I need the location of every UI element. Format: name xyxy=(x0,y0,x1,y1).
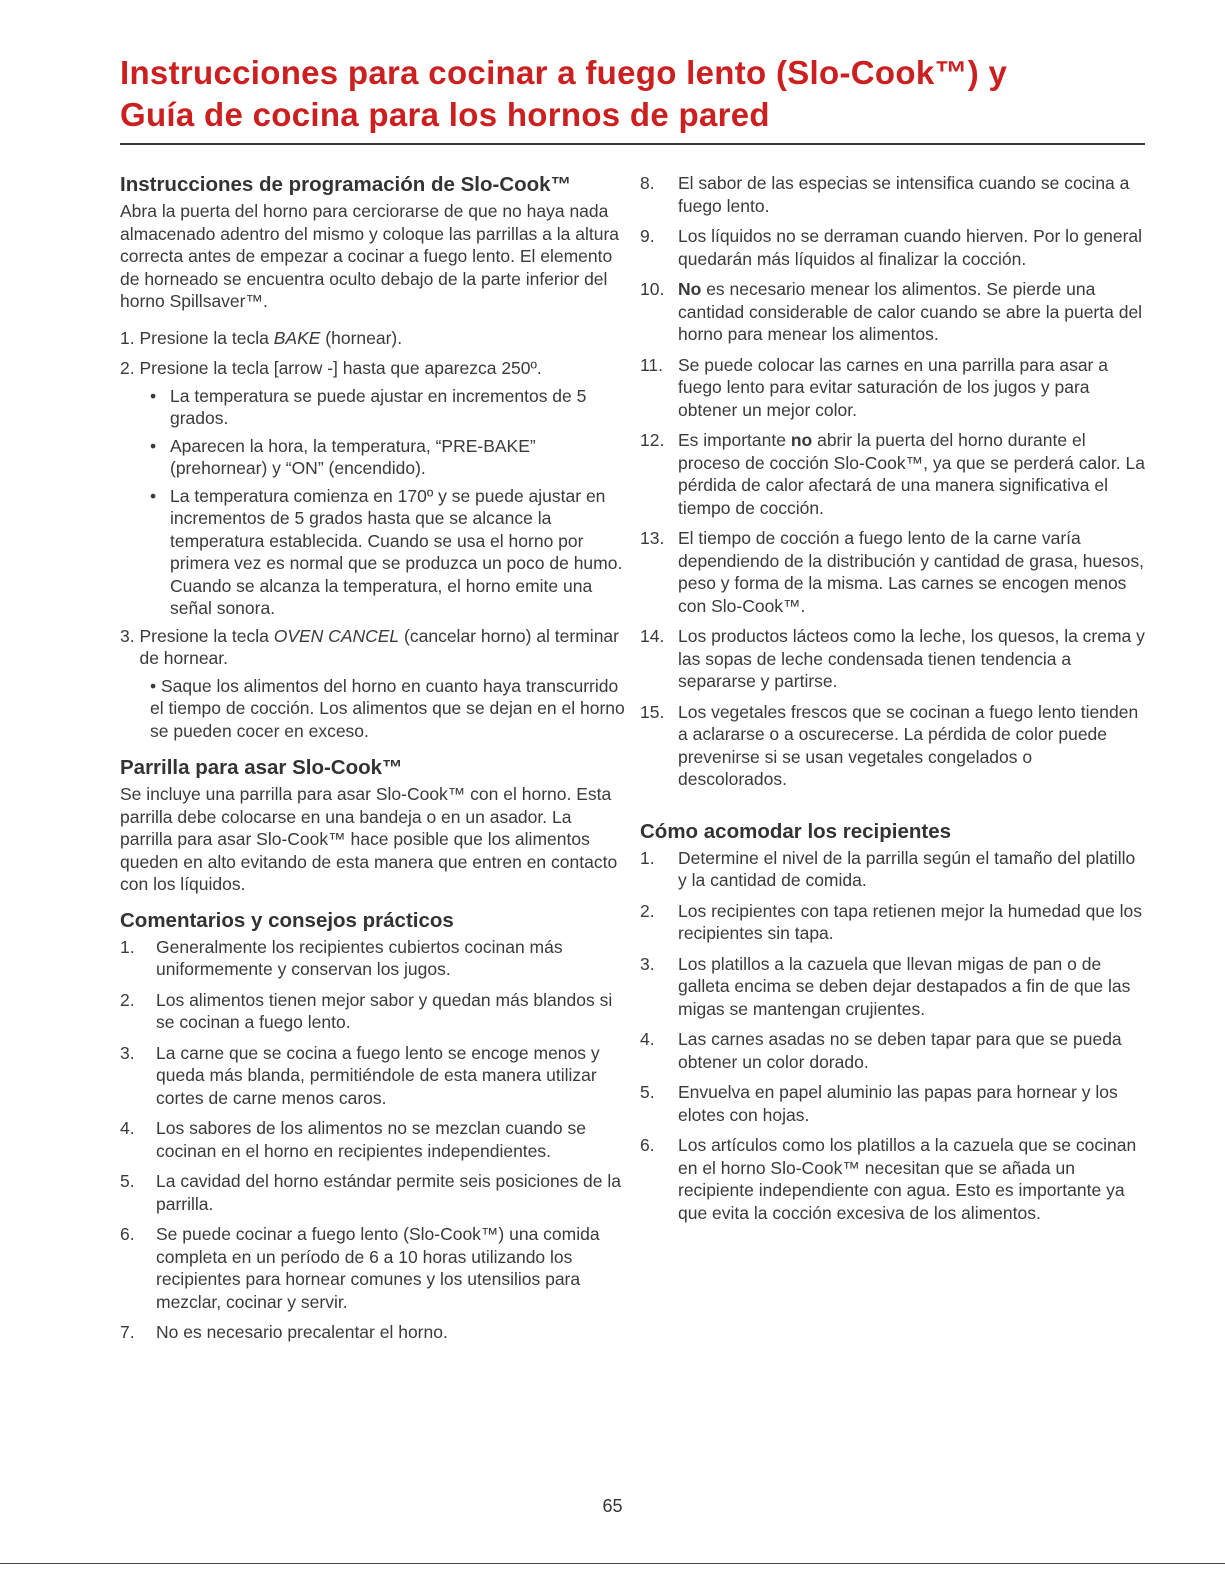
item-number: 2. xyxy=(120,989,135,1010)
step-text: (cancelar horno) al terminar de hornear. xyxy=(139,625,619,668)
item-number: 5. xyxy=(640,1082,655,1102)
bullet-text: Aparecen la hora, la temperatura, “PRE-BAKE” (prehornear) y “ON” (encendido). xyxy=(170,435,536,478)
step-text: Presione la tecla xyxy=(139,327,274,348)
section-heading-programming: Instrucciones de programación de Slo-Cook™ xyxy=(120,173,572,196)
item-text: Envuelva en papel aluminio las papas para hornear y los elotes con hojas. xyxy=(678,1082,1118,1125)
item-number: 7. xyxy=(120,1322,135,1342)
list-item xyxy=(640,527,1145,617)
item-number: 14. xyxy=(640,626,665,646)
item-text: El sabor de las especias se intensifica cuando se cocina a fuego lento. xyxy=(678,173,1130,216)
item-number: 1. xyxy=(640,847,655,868)
step-number: 3. xyxy=(120,625,140,646)
item-number: 1. xyxy=(120,936,135,957)
list-item xyxy=(120,936,625,981)
list-item xyxy=(120,1042,625,1110)
bullet-text: La temperatura comienza en 170º y se puede ajustar en incrementos de 5 grados hasta que se alcance la temperatura establecida. Cuando se usa el horno por primera vez es normal que se produzca un poco de humo. Cuando se alcanza la temperatura, el horno emite una señal sonora. xyxy=(170,485,623,618)
list-item xyxy=(640,429,1145,519)
step-text: (hornear). xyxy=(320,327,403,348)
page-number: 65 xyxy=(602,1496,623,1516)
bullet-text: La temperatura se puede ajustar en incrementos de 5 grados. xyxy=(170,385,587,428)
item-text: El tiempo de cocción a fuego lento de la carne varía dependiendo de la distribución y cantidad de grasa, huesos, peso y forma de la misma. Las carnes se encogen menos con Slo-Cook™. xyxy=(678,528,1145,616)
item-number: 8. xyxy=(640,173,655,193)
programming-intro: Abra la puerta del horno para cerciorarse de que no haya nada almacenado adentro del mismo y coloque las parrillas a la altura correcta antes de empezar a cocinar a fuego lento. El elemento de horneado se encuentra oculto debajo de la parte inferior del horno Spillsaver™. xyxy=(120,201,620,311)
item-text: Los vegetales frescos que se cocinan a fuego lento tienden a aclararse o a oscurecerse. La pérdida de color puede prevenirse si se usan vegetales congelados o descolorados. xyxy=(678,701,1139,789)
tips-list xyxy=(120,936,625,1344)
item-text: La cavidad del horno estándar permite seis posiciones de la parrilla. xyxy=(156,1171,622,1214)
programming-step-1 xyxy=(120,327,625,350)
item-text: Los recipientes con tapa retienen mejor la humedad que los recipientes sin tapa. xyxy=(678,900,1143,943)
key-name-bake: BAKE xyxy=(273,327,321,348)
step-text: Presione la tecla xyxy=(139,625,274,646)
page-title-line-2: Guía de cocina para los hornos de pared xyxy=(120,96,770,133)
item-number: 3. xyxy=(640,953,655,974)
programming-step-3 xyxy=(120,625,625,670)
containers-list xyxy=(640,847,1145,1225)
bottom-divider xyxy=(0,1563,1225,1564)
rack-text: Se incluye una parrilla para asar Slo-Cook™ con el horno. Esta parrilla debe colocarse en una bandeja o en un asador. La parrilla para asar Slo-Cook™ hace posible que los alimentos queden en alto evitando de esta manera que entren en contacto con los líquidos. xyxy=(120,784,618,894)
item-number: 4. xyxy=(640,1029,655,1049)
item-text: Se puede cocinar a fuego lento (Slo-Cook™) una comida completa en un período de 6 a 10 horas utilizando los recipientes para hornear comunes y los utensilios para mezclar, cocinar y servir. xyxy=(156,1224,600,1312)
list-item xyxy=(640,900,1145,945)
step-number: 2. xyxy=(120,358,140,378)
item-text: Los líquidos no se derraman cuando hierven. Por lo general quedarán más líquidos al finalizar la cocción. xyxy=(678,226,1143,269)
key-name-oven-cancel: OVEN CANCEL xyxy=(273,625,400,646)
item-text: Es importante xyxy=(678,430,791,450)
item-text: Los sabores de los alimentos no se mezclan cuando se cocinan en el horno en recipientes independientes. xyxy=(156,1118,586,1161)
step-text: Presione la tecla [arrow -] hasta que aparezca 250º. xyxy=(139,358,542,378)
title-underline xyxy=(120,143,1145,145)
list-item xyxy=(640,225,1145,270)
list-item xyxy=(640,847,1145,892)
list-item xyxy=(120,1223,625,1313)
item-number: 15. xyxy=(640,701,665,722)
list-item xyxy=(640,701,1145,791)
item-number: 5. xyxy=(120,1171,135,1191)
section-heading-containers: Cómo acomodar los recipientes xyxy=(640,819,952,843)
bullet-item xyxy=(150,435,625,480)
item-number: 4. xyxy=(120,1118,135,1138)
bullet-icon: • xyxy=(150,385,157,406)
page-title xyxy=(120,52,1150,136)
item-number: 10. xyxy=(640,279,665,299)
list-item xyxy=(640,1134,1145,1224)
list-item xyxy=(640,1028,1145,1073)
bullet-icon: • xyxy=(150,485,157,506)
item-text: Se puede colocar las carnes en una parrilla para asar a fuego lento para evitar saturación de los jugos y para obtener un mejor color. xyxy=(678,354,1108,420)
list-item xyxy=(640,625,1145,693)
item-number: 11. xyxy=(640,354,664,375)
page-title-line-1: Instrucciones para cocinar a fuego lento (Slo-Cook™) y xyxy=(120,54,1008,91)
list-item xyxy=(640,354,1145,422)
item-number: 2. xyxy=(640,900,655,921)
list-item xyxy=(120,1170,625,1215)
item-text: es necesario menear los alimentos. Se pierde una cantidad considerable de calor cuando se abre la puerta del horno para menear los alimentos. xyxy=(678,279,1143,344)
left-column xyxy=(120,172,625,1352)
bullet-icon: • xyxy=(150,435,157,456)
item-number: 9. xyxy=(640,226,655,246)
list-item xyxy=(640,172,1145,217)
item-text: abrir la puerta del horno durante el proceso de cocción Slo-Cook™, ya que se perderá calor. La pérdida de calor afectará de una manera significativa el tiempo de cocción. xyxy=(678,430,1145,518)
bullet-item xyxy=(150,675,625,743)
item-text: No es necesario precalentar el horno. xyxy=(156,1322,448,1342)
item-text: Las carnes asadas no se deben tapar para que se pueda obtener un color dorado. xyxy=(678,1029,1122,1072)
item-number: 3. xyxy=(120,1042,135,1063)
tips-list-continued xyxy=(640,172,1145,791)
item-text: La carne que se cocina a fuego lento se encoge menos y queda más blanda, permitiéndole de esta manera utilizar cortes de carne menos caros. xyxy=(156,1042,600,1108)
item-text: Determine el nivel de la parrilla según el tamaño del platillo y la cantidad de comida. xyxy=(678,847,1136,890)
step-number: 1. xyxy=(120,327,140,348)
bullet-item xyxy=(150,485,625,620)
list-item xyxy=(120,989,625,1034)
list-item xyxy=(640,278,1145,346)
item-text: Los productos lácteos como la leche, los quesos, la crema y las sopas de leche condensada tienen tendencia a separarse y partirse. xyxy=(678,626,1145,691)
list-item xyxy=(120,1321,625,1344)
list-item xyxy=(120,1117,625,1162)
list-item xyxy=(640,1081,1145,1126)
item-number: 6. xyxy=(640,1135,655,1155)
item-number: 6. xyxy=(120,1224,135,1244)
item-text: Los platillos a la cazuela que llevan migas de pan o de galleta encima se deben dejar destapados a fin de que las migas se mantengan crujientes. xyxy=(678,953,1131,1019)
section-heading-tips: Comentarios y consejos prácticos xyxy=(120,908,454,932)
emphasis-text: no xyxy=(790,430,813,450)
item-text: Los artículos como los platillos a la cazuela que se cocinan en el horno Slo-Cook™ necesitan que se añada un recipiente independiente con agua. Esto es importante ya que evita la cocción excesiva de los alimentos. xyxy=(678,1135,1137,1223)
item-number: 12. xyxy=(640,430,665,450)
list-item xyxy=(640,953,1145,1021)
bullet-item xyxy=(150,385,625,430)
item-text: Generalmente los recipientes cubiertos cocinan más uniformemente y conservan los jugos. xyxy=(156,936,563,979)
programming-step-2 xyxy=(120,357,625,380)
section-heading-rack: Parrilla para asar Slo-Cook™ xyxy=(120,756,403,779)
emphasis-text: No xyxy=(678,279,702,299)
bullet-text: • Saque los alimentos del horno en cuanto haya transcurrido el tiempo de cocción. Los alimentos que se dejan en el horno se pueden cocer en exceso. xyxy=(150,675,625,741)
item-number: 13. xyxy=(640,528,665,548)
item-text: Los alimentos tienen mejor sabor y quedan más blandos si se cocinan a fuego lento. xyxy=(156,989,613,1032)
right-column xyxy=(640,172,1145,1232)
